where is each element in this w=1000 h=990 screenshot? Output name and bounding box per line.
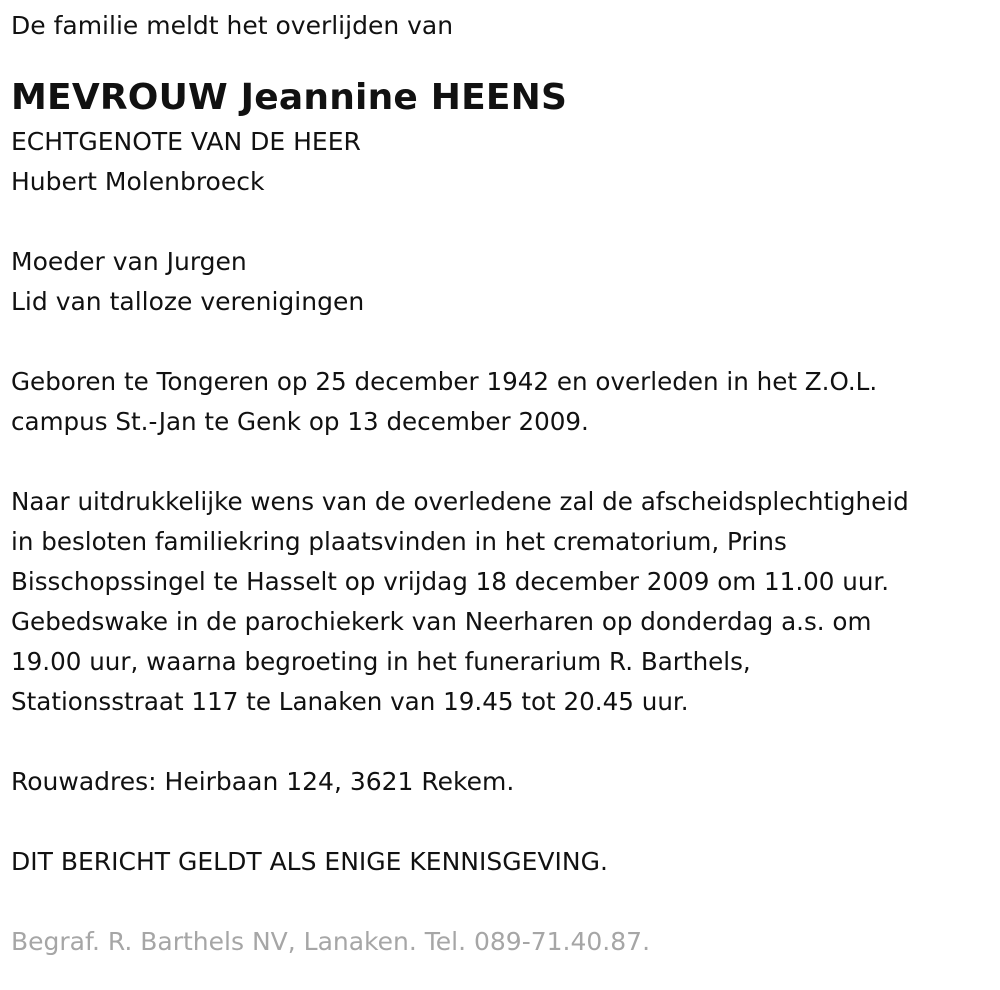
ceremony-line: Naar uitdrukkelijke wens van de overledene zal de afscheidsplechtigheid <box>11 487 909 516</box>
ceremony-line: 19.00 uur, waarna begroeting in het funerarium R. Barthels, <box>11 647 751 676</box>
funeral-home-section <box>11 922 991 962</box>
spouse-name: Hubert Molenbroeck <box>11 167 265 196</box>
birth-death-line: Geboren te Tongeren op 25 december 1942 en overleden in het Z.O.L. <box>11 367 878 396</box>
obituary-notice <box>11 0 991 962</box>
spouse-line: ECHTGENOTE VAN DE HEER <box>11 127 361 156</box>
ceremony-line: Bisschopssingel te Hasselt op vrijdag 18 december 2009 om 11.00 uur. <box>11 567 890 596</box>
notice-statement-section <box>11 842 991 882</box>
ceremony-line: in besloten familiekring plaatsvinden in het crematorium, Prins <box>11 527 787 556</box>
intro-text: De familie meldt het overlijden van <box>11 11 454 40</box>
funeral-home-credit: Begraf. R. Barthels NV, Lanaken. Tel. 089-71.40.87. <box>11 927 651 956</box>
family-section <box>11 242 991 322</box>
birth-death-line: campus St.-Jan te Genk op 13 december 2009. <box>11 407 589 436</box>
notice-statement: DIT BERICHT GELDT ALS ENIGE KENNISGEVING. <box>11 847 608 876</box>
deceased-name: MEVROUW Jeannine HEENS <box>11 77 568 118</box>
ceremony-line: Stationsstraat 117 te Lanaken van 19.45 tot 20.45 uur. <box>11 687 689 716</box>
family-line: Moeder van Jurgen <box>11 247 247 276</box>
ceremony-section <box>11 482 991 722</box>
birth-death-section <box>11 362 991 442</box>
spouse-section <box>11 122 991 202</box>
mourning-address-section <box>11 762 991 802</box>
ceremony-line: Gebedswake in de parochiekerk van Neerharen op donderdag a.s. om <box>11 607 872 636</box>
mourning-address: Rouwadres: Heirbaan 124, 3621 Rekem. <box>11 767 515 796</box>
family-line: Lid van talloze verenigingen <box>11 287 365 316</box>
